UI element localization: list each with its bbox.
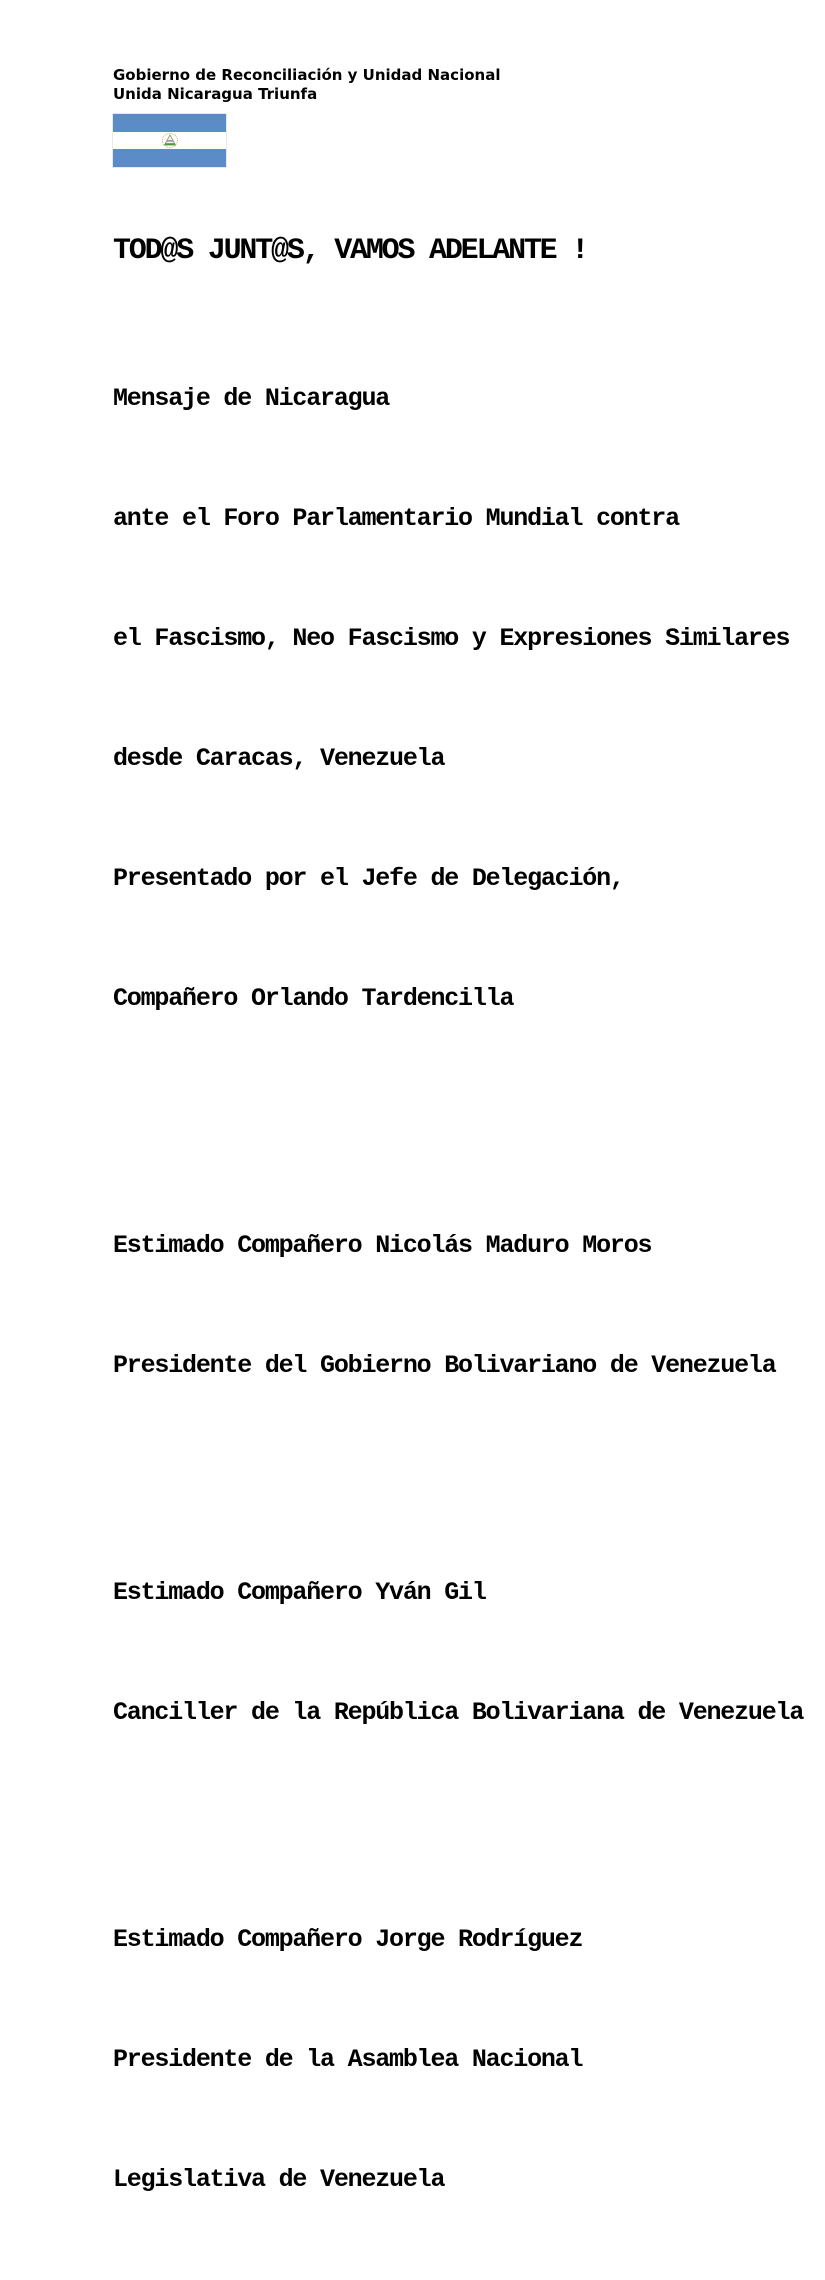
flag-coat-of-arms-icon	[157, 132, 183, 149]
body-line: Presidente de la Asamblea Nacional	[113, 2045, 583, 2074]
body-line: Estimado Compañero Jorge Rodríguez	[113, 1925, 583, 1954]
flag-stripe-top	[113, 114, 226, 132]
body-line: Legislativa de Venezuela	[113, 2165, 445, 2194]
paragraph-salutation-gil	[113, 1493, 804, 1813]
body-line: Presentado por el Jefe de Delegación,	[113, 864, 624, 893]
body-line: Presidente del Gobierno Bolivariano de Venezuela	[113, 1351, 776, 1380]
letterhead	[113, 66, 785, 104]
document-body	[113, 299, 804, 2280]
body-line: Mensaje de Nicaragua	[113, 384, 390, 413]
body-line: Estimado Compañero Nicolás Maduro Moros	[113, 1231, 652, 1260]
paragraph-salutation-maduro	[113, 1146, 785, 1466]
paragraph-intro	[113, 299, 790, 1099]
flag-stripe-bottom	[113, 149, 226, 167]
paragraph-salutation-rodriguez	[113, 1840, 785, 2280]
body-line: desde Caracas, Venezuela	[113, 744, 445, 773]
body-line: Canciller de la República Bolivariana de Venezuela	[113, 1698, 804, 1727]
letterhead-line-1: Gobierno de Reconciliación y Unidad Nacional	[113, 66, 501, 84]
body-line: Estimado Compañero Yván Gil	[113, 1578, 486, 1607]
letterhead-line-2: Unida Nicaragua Triunfa	[113, 85, 318, 103]
nicaragua-flag	[113, 114, 226, 167]
body-line: ante el Foro Parlamentario Mundial contra	[113, 504, 679, 533]
flag-stripe-middle	[113, 132, 226, 150]
body-line: el Fascismo, Neo Fascismo y Expresiones Similares	[113, 624, 790, 653]
body-line: Compañero Orlando Tardencilla	[113, 984, 514, 1013]
document-title: TOD@S JUNT@S, VAMOS ADELANTE !	[113, 234, 588, 268]
